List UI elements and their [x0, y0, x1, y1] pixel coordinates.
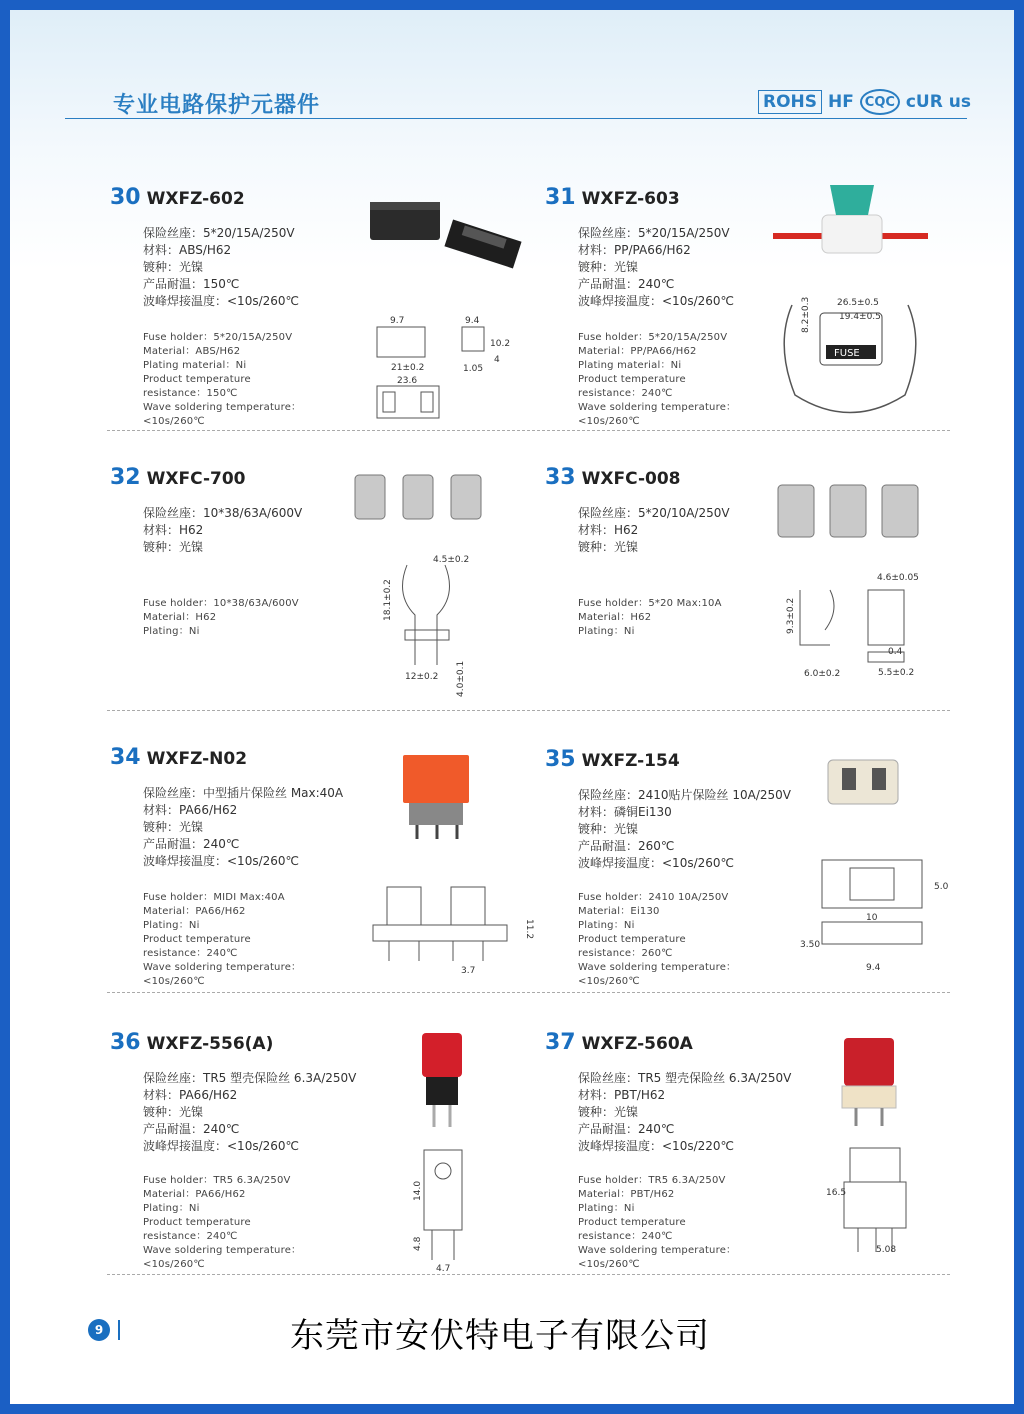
svg-text:9.7: 9.7 [390, 316, 405, 326]
product-number: 32 [110, 465, 141, 490]
product-drawing [400, 1025, 490, 1275]
svg-text:3.7: 3.7 [461, 966, 476, 975]
hf-logo: HF [828, 92, 854, 112]
product-drawing [365, 745, 535, 975]
product-drawing [820, 1030, 930, 1265]
svg-text:6.0±0.2: 6.0±0.2 [804, 669, 841, 679]
product-model: WXFC-700 [146, 469, 246, 489]
svg-text:9.4: 9.4 [465, 316, 480, 326]
product-specs-cn: 保险丝座：TR5 塑壳保险丝 6.3A/250V 材料：PA66/H62 镀种：光镍 产品耐温：240℃ 波峰焊接温度：<10s/260℃ [143, 1071, 357, 1153]
svg-text:26.5±0.5: 26.5±0.5 [837, 298, 879, 308]
product-specs-en: Fuse holder：TR5 6.3A/250V Material：PA66/H62 Plating：Ni Product temperature resistance：240℃ Wave soldering temperature： <10s/260℃ [143, 1175, 302, 1270]
section-divider [107, 710, 950, 711]
product-drawing [770, 470, 930, 685]
company-name: 东莞市安伏特电子有限公司 [290, 1316, 710, 1356]
product-specs-en: Fuse holder：2410 10A/250V Material：Ei130 Plating：Ni Product temperature resistance：260℃ Wave soldering temperature： <10s/260℃ [578, 892, 737, 987]
svg-text:16.5: 16.5 [826, 1188, 847, 1198]
svg-text:11.2: 11.2 [524, 919, 534, 940]
section-divider [107, 992, 950, 993]
product-drawing [790, 750, 950, 975]
svg-text:4.6±0.05: 4.6±0.05 [877, 573, 919, 583]
product-number: 34 [110, 745, 141, 770]
product-model: WXFZ-560A [581, 1034, 693, 1054]
product-model: WXFZ-154 [581, 751, 680, 771]
svg-text:5.5±0.2: 5.5±0.2 [878, 668, 915, 678]
svg-text:4.5±0.2: 4.5±0.2 [433, 555, 470, 565]
product-drawing [770, 185, 930, 430]
svg-text:4.0±0.1: 4.0±0.1 [456, 660, 466, 697]
svg-text:1.05: 1.05 [463, 364, 484, 374]
product-specs-en: Fuse holder：MIDI Max:40A Material：PA66/H62 Plating：Ni Product temperature resistance：240℃ Wave soldering temperature： <10s/260℃ [143, 892, 302, 987]
page-title: 专业电路保护元器件 [113, 93, 321, 118]
product-specs-en: Fuse holder：5*20 Max:10A Material：H62 Plating：Ni [578, 598, 722, 637]
page-number: 9 [88, 1319, 110, 1341]
svg-text:19.4±0.5: 19.4±0.5 [839, 312, 881, 322]
product-specs-en: Fuse holder：TR5 6.3A/250V Material：PBT/H62 Plating：Ni Product temperature resistance：240℃ Wave soldering temperature： <10s/260℃ [578, 1175, 737, 1270]
svg-text:3.50: 3.50 [800, 940, 821, 950]
product-model: WXFC-008 [581, 469, 681, 489]
svg-text:12±0.2: 12±0.2 [405, 672, 439, 682]
product-model: WXFZ-602 [146, 189, 245, 209]
svg-text:10: 10 [866, 913, 878, 923]
product-specs-en: Fuse holder：10*38/63A/600V Material：H62 Plating：Ni [143, 598, 299, 637]
svg-text:9.4: 9.4 [866, 963, 881, 973]
product-number: 35 [545, 747, 576, 772]
svg-text:FUSE: FUSE [834, 348, 860, 359]
product-specs-cn: 保险丝座：TR5 塑壳保险丝 6.3A/250V 材料：PBT/H62 镀种：光镍 产品耐温：240℃ 波峰焊接温度：<10s/220℃ [578, 1071, 792, 1153]
product-model: WXFZ-556(A) [146, 1034, 274, 1054]
svg-text:18.1±0.2: 18.1±0.2 [383, 579, 393, 621]
cqc-logo: CQC [860, 89, 900, 115]
product-specs-en: Fuse holder：5*20/15A/250V Material：PP/PA66/H62 Plating material：Ni Product temperature resistance：240℃ Wave soldering temperature： <10s/260℃ [578, 332, 737, 427]
rohs-logo: ROHS [758, 90, 822, 114]
product-model: WXFZ-N02 [146, 749, 248, 769]
section-divider [107, 430, 950, 431]
product-specs-cn: 保险丝座：2410贴片保险丝 10A/250V 材料：磷铜Ei130 镀种：光镍 产品耐温：260℃ 波峰焊接温度：<10s/260℃ [578, 788, 791, 870]
product-specs-cn: 保险丝座：5*20/15A/250V 材料：PP/PA66/H62 镀种：光镍 产品耐温：240℃ 波峰焊接温度：<10s/260℃ [578, 226, 735, 308]
product-model: WXFZ-603 [581, 189, 680, 209]
product-specs-en: Fuse holder：5*20/15A/250V Material：ABS/H62 Plating material：Ni Product temperature resistance：150℃ Wave soldering temperature： <10s/260℃ [143, 332, 302, 427]
product-number: 30 [110, 185, 141, 210]
svg-text:5.08: 5.08 [876, 1245, 897, 1255]
section-divider [107, 1274, 950, 1275]
product-specs-cn: 保险丝座：中型插片保险丝 Max:40A 材料：PA66/H62 镀种：光镍 产品耐温：240℃ 波峰焊接温度：<10s/260℃ [143, 786, 344, 868]
product-number: 31 [545, 185, 576, 210]
product-number: 36 [110, 1030, 141, 1055]
svg-text:8.2±0.3: 8.2±0.3 [801, 296, 811, 333]
header-divider [65, 118, 967, 119]
product-specs-cn: 保险丝座：10*38/63A/600V 材料：H62 镀种：光镍 [143, 506, 303, 554]
product-drawing [345, 465, 495, 700]
svg-text:5.0: 5.0 [934, 882, 949, 892]
product-number: 33 [545, 465, 576, 490]
product-drawing [365, 190, 535, 425]
ul-logo: cUR us [905, 92, 971, 112]
product-specs-cn: 保险丝座：5*20/15A/250V 材料：ABS/H62 镀种：光镍 产品耐温：150℃ 波峰焊接温度：<10s/260℃ [143, 226, 300, 308]
product-number: 37 [545, 1030, 576, 1055]
svg-text:0.4: 0.4 [888, 647, 903, 657]
svg-text:14.0: 14.0 [413, 1180, 423, 1201]
svg-text:21±0.2: 21±0.2 [391, 363, 425, 373]
footer-bar [118, 1320, 120, 1340]
svg-text:9.3±0.2: 9.3±0.2 [786, 597, 796, 634]
svg-text:4.7: 4.7 [436, 1264, 451, 1274]
svg-text:4: 4 [494, 355, 500, 365]
certification-logos [758, 89, 971, 115]
catalog-page [10, 10, 1014, 1404]
svg-text:23.6: 23.6 [397, 376, 418, 386]
svg-text:10.2: 10.2 [490, 339, 511, 349]
product-specs-cn: 保险丝座：5*20/10A/250V 材料：H62 镀种：光镍 [578, 506, 730, 554]
svg-text:4.8: 4.8 [413, 1236, 423, 1251]
